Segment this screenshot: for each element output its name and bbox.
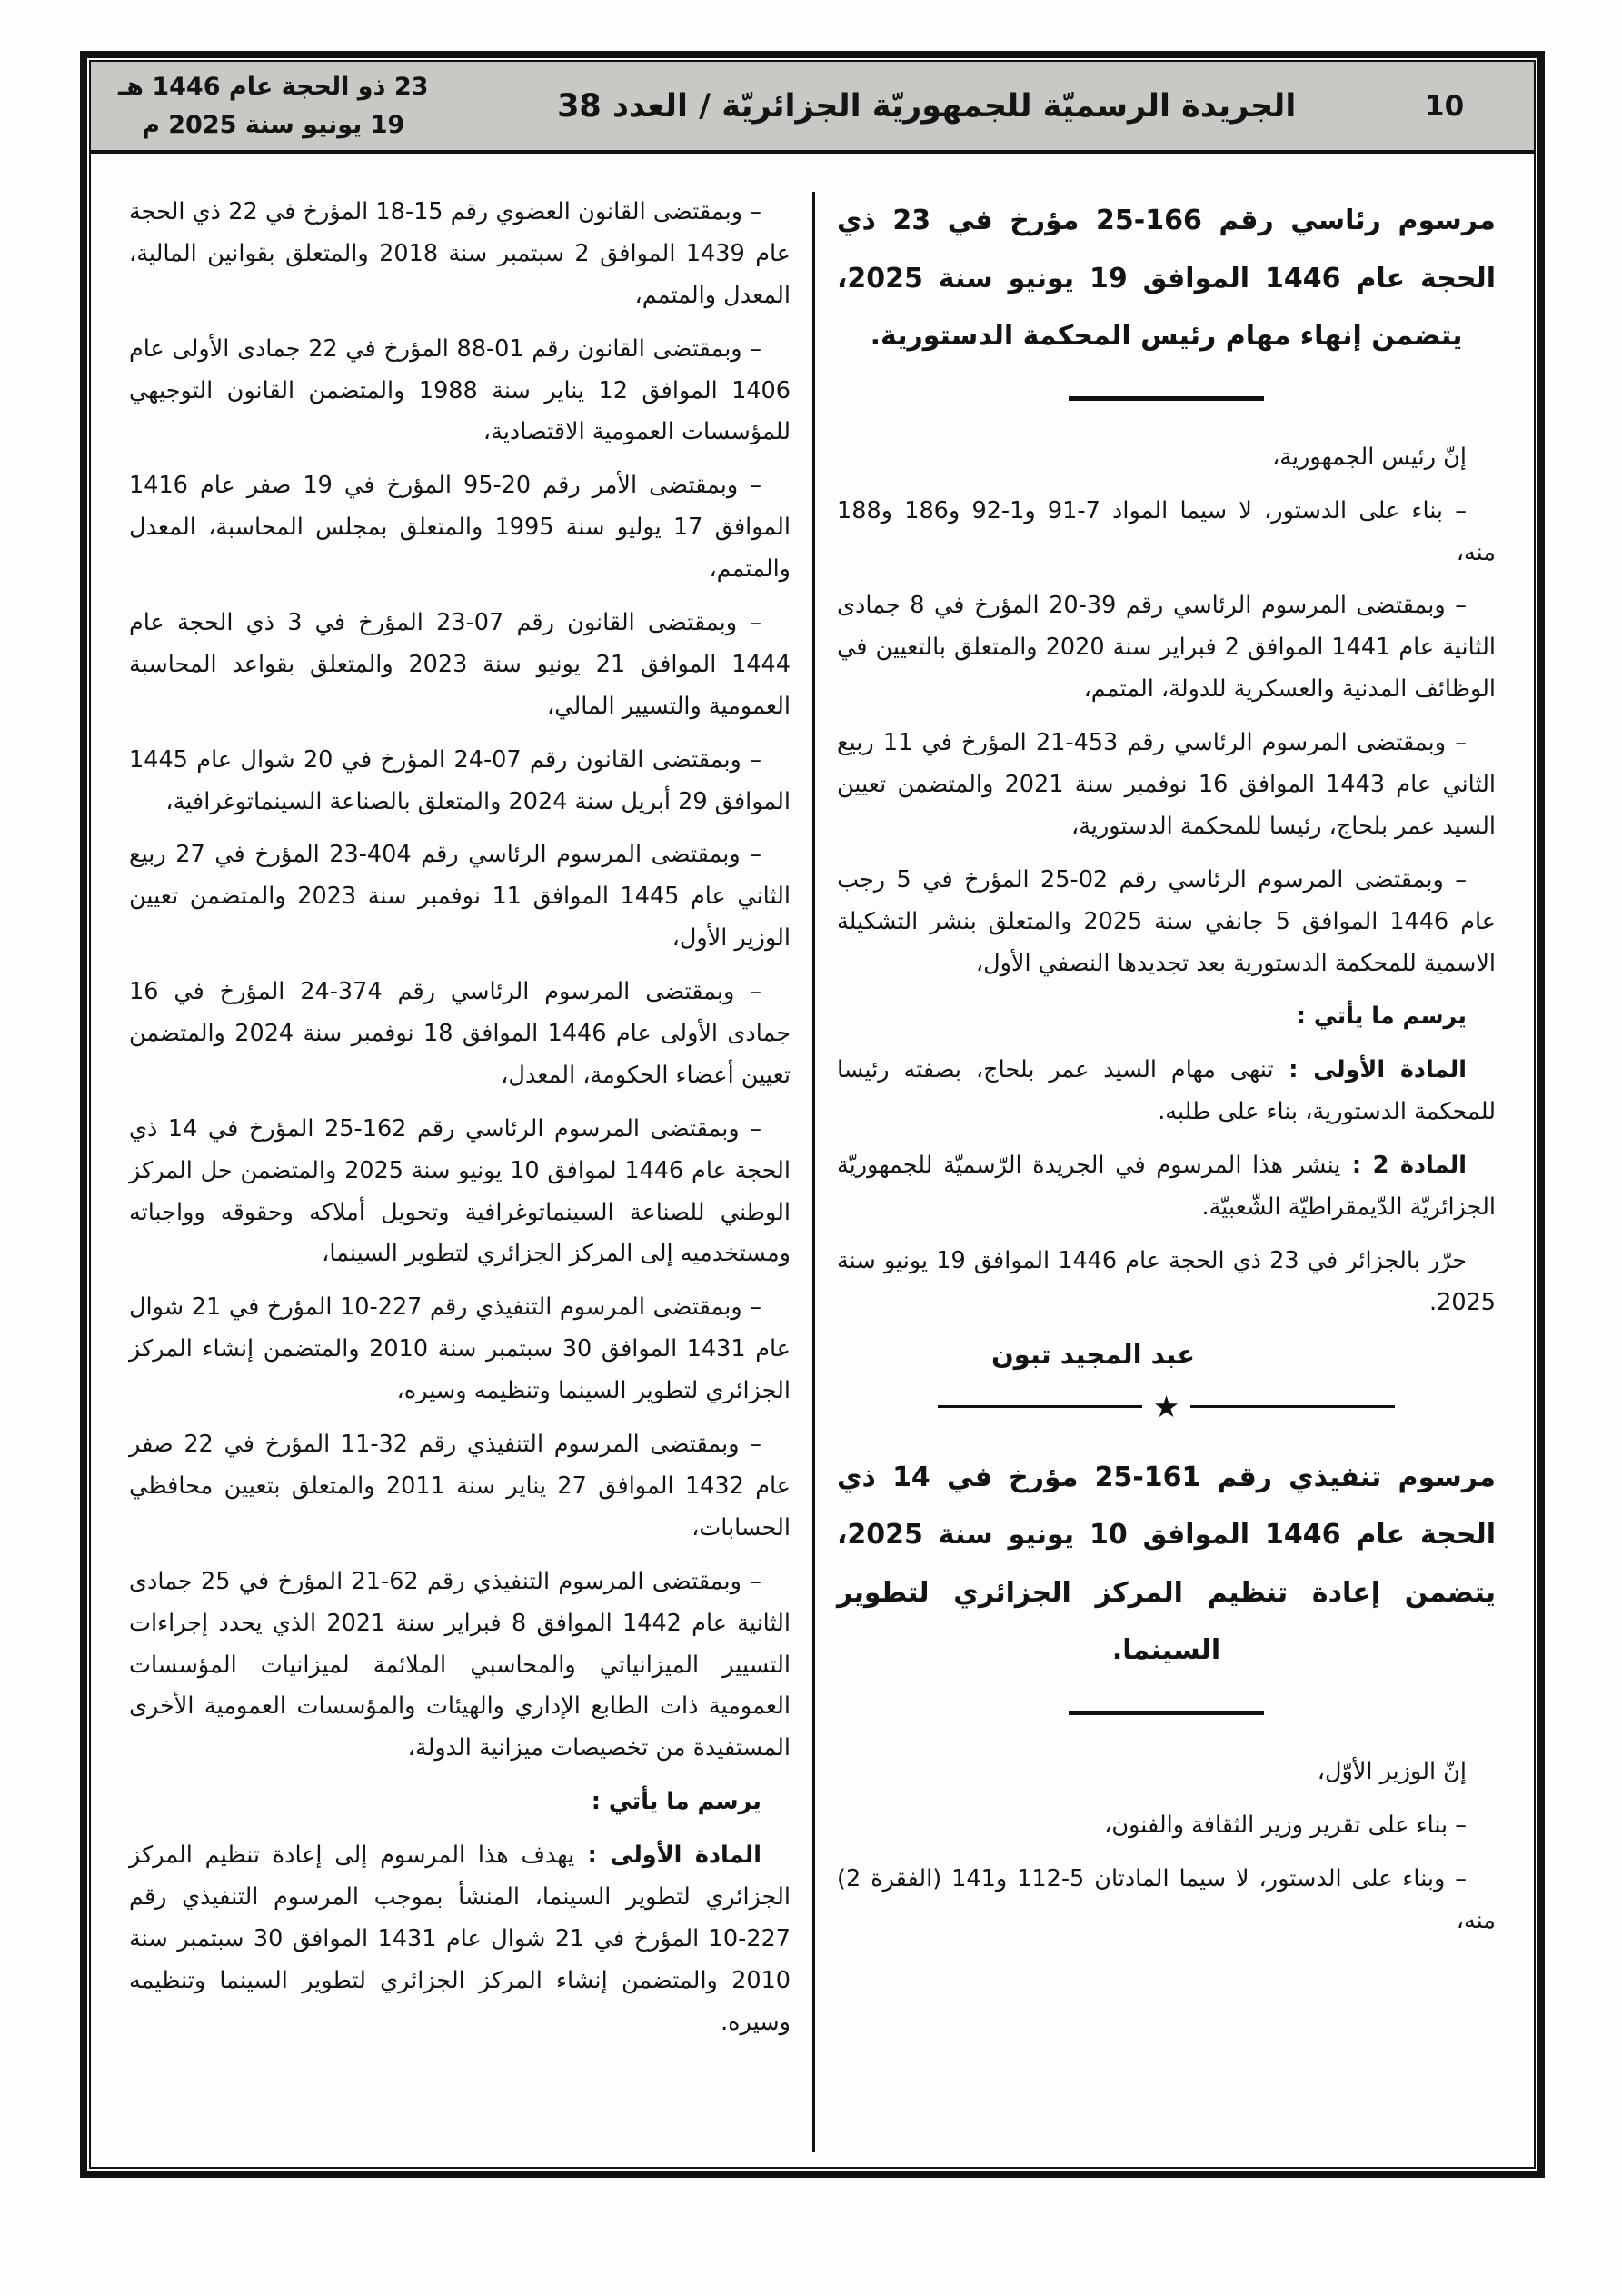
decree1-intro: إنّ رئيس الجمهورية، bbox=[1272, 443, 1467, 471]
article-number: المادة الأولى : bbox=[574, 1842, 761, 1870]
gazette-title: الجريدة الرسميّة للجمهوريّة الجزائريّة / العدد 38 bbox=[557, 87, 1297, 125]
visa-paragraph: – وبمقتضى القانون العضوي رقم 15-18 المؤرخ في 22 ذي الحجة عام 1439 الموافق 2 سبتمبر سنة 2018 والمتعلق بقوانين المالية، المعدل والمتمم، bbox=[129, 198, 791, 309]
visa-paragraph: – وبمقتضى المرسوم الرئاسي رقم 162-25 المؤرخ في 14 ذي الحجة عام 1446 لموافق 10 يونيو سنة 2025 والمتضمن حل المركز الوطني للصناعة السينماتوغرافية وتحويل أملاكه وحقوقه وواجباته ومستخدميه إلى المركز الجزائري لتطوير السينما، bbox=[129, 1114, 791, 1268]
article-number: المادة الأولى : bbox=[1273, 1056, 1467, 1084]
visa-paragraph: – بناء على تقرير وزير الثقافة والفنون، bbox=[1104, 1811, 1467, 1839]
star-icon: ★ bbox=[1152, 1388, 1180, 1424]
visa-paragraph: – وبمقتضى المرسوم التنفيذي رقم 227-10 المؤرخ في 21 شوال عام 1431 الموافق 30 سبتمبر سنة 2010 والمتضمن إنشاء المركز الجزائري لتطوير السينما وتنظيمه وسيره، bbox=[129, 1293, 791, 1405]
visa-paragraph: – وبمقتضى المرسوم الرئاسي رقم 02-25 المؤرخ في 5 رجب عام 1446 الموافق 5 جانفي سنة 2025 والمتعلق بنشر التشكيلة الاسمية للمحكمة الدستورية بعد تجديدها النصفي الأول، bbox=[837, 865, 1496, 977]
article-number: المادة 2 : bbox=[1340, 1152, 1467, 1180]
visa-paragraph: – وبمقتضى المرسوم الرئاسي رقم 39-20 المؤرخ في 8 جمادى الثانية عام 1441 الموافق 2 فبراير سنة 2020 والمتعلق بالتعيين في الوظائف المدنية والعسكرية للدولة، المتمم، bbox=[837, 592, 1496, 704]
article-text: تنهى مهام السيد عمر بلحاج، بصفته رئيسا للمحكمة الدستورية، بناء على طلبه. bbox=[837, 1056, 1496, 1126]
separator-line bbox=[938, 1405, 1142, 1408]
article-text: ينشر هذا المرسوم في الجريدة الرّسميّة للجمهوريّة الجزائريّة الدّيمقراطيّة الشّعبيّة. bbox=[837, 1152, 1496, 1222]
visa-paragraph: – وبمقتضى القانون رقم 07-24 المؤرخ في 20 شوال عام 1445 الموافق 29 أبريل سنة 2024 والمتعلق بالصناعة السينماتوغرافية، bbox=[129, 745, 791, 815]
page-number: 10 bbox=[1425, 89, 1465, 123]
article-text: يهدف هذا المرسوم إلى إعادة تنظيم المركز الجزائري لتطوير السينما، المنشأ بموجب المرسوم التنفيذي رقم 227-10 المؤرخ في 21 شوال عام 1431 الموافق 30 سبتمبر سنة 2010 والمتضمن إنشاء المركز الجزائري لتطوير السينما وتنظيمه وسيره. bbox=[129, 1842, 791, 2036]
issue-dates bbox=[118, 68, 428, 145]
visa-paragraph: – وبمقتضى الأمر رقم 20-95 المؤرخ في 19 صفر عام 1416 الموافق 17 يوليو سنة 1995 والمتعلق بمجلس المحاسبة، المعدل والمتمم، bbox=[129, 472, 791, 584]
signed-at-line: حرّر بالجزائر في 23 ذي الحجة عام 1446 الموافق 19 يونيو سنة 2025. bbox=[837, 1246, 1496, 1316]
page-frame-inner bbox=[89, 60, 1536, 2169]
visa-paragraph: – وبمقتضى المرسوم الرئاسي رقم 404-23 المؤرخ في 27 ربيع الثاني عام 1445 الموافق 11 نوفمبر سنة 2023 والمتضمن تعيين الوزير الأول، bbox=[129, 841, 791, 953]
visa-paragraph: – بناء على الدستور، لا سيما المواد 7-91 و1-92 و186 و188 منه، bbox=[837, 496, 1496, 566]
visa-paragraph: – وبمقتضى المرسوم الرئاسي رقم 374-24 المؤرخ في 16 جمادى الأولى عام 1446 الموافق 18 نوفمبر سنة 2024 والمتضمن تعيين أعضاء الحكومة، المعدل، bbox=[129, 978, 791, 1089]
enactment-clause: يرسم ما يأتي : bbox=[591, 1788, 761, 1816]
column-left bbox=[107, 192, 812, 2152]
visa-paragraph: – وبناء على الدستور، لا سيما المادتان 5-112 و141 (الفقرة 2) منه، bbox=[837, 1864, 1496, 1934]
article-paragraph bbox=[837, 1050, 1496, 1133]
visa-paragraph: – وبمقتضى المرسوم الرئاسي رقم 453-21 المؤرخ في 11 ربيع الثاني عام 1443 الموافق 16 نوفمبر سنة 2021 والمتضمن تعيين السيد عمر بلحاج، رئيسا للمحكمة الدستورية، bbox=[837, 729, 1496, 840]
section-rule bbox=[1069, 1711, 1264, 1715]
separator-line bbox=[1190, 1405, 1395, 1408]
star-separator bbox=[837, 1388, 1496, 1424]
enactment-clause: يرسم ما يأتي : bbox=[1296, 1003, 1467, 1031]
column-right bbox=[812, 192, 1518, 2152]
decree2-title: مرسوم تنفيذي رقم 161-25 مؤرخ في 14 ذي الحجة عام 1446 الموافق 10 يونيو سنة 2025، يتضمن إعادة تنظيم المركز الجزائري لتطوير السينما. bbox=[837, 1461, 1497, 1667]
issue-date-hijri: 23 ذو الحجة عام 1446 هـ bbox=[118, 72, 429, 101]
visa-paragraph: – وبمقتضى المرسوم التنفيذي رقم 62-21 المؤرخ في 25 جمادى الثانية عام 1442 الموافق 8 فبراير سنة 2021 الذي يحدد إجراءات التسيير الميزانياتي والمحاسبي الملائمة لميزانيات المؤسسات العمومية ذات الطابع الإداري والهيئات والمؤسسات العمومية الأخرى المستفيدة من تخصيصات ميزانية الدولة، bbox=[129, 1567, 791, 1762]
page-frame bbox=[80, 51, 1545, 2178]
section-rule bbox=[1069, 396, 1264, 401]
decree1-title: مرسوم رئاسي رقم 166-25 مؤرخ في 23 ذي الحجة عام 1446 الموافق 19 يونيو سنة 2025، يتضمن إنهاء مهام رئيس المحكمة الدستورية. bbox=[837, 205, 1497, 353]
visa-paragraph: – وبمقتضى المرسوم التنفيذي رقم 32-11 المؤرخ في 22 صفر عام 1432 الموافق 27 يناير سنة 2011 والمتعلق بتعيين محافظي الحسابات، bbox=[129, 1431, 791, 1542]
article-paragraph bbox=[129, 1835, 791, 2043]
article-paragraph bbox=[837, 1145, 1496, 1229]
issue-date-gregorian: 19 يونيو سنة 2025 م bbox=[142, 110, 405, 139]
visa-paragraph: – وبمقتضى القانون رقم 01-88 المؤرخ في 22 جمادى الأولى عام 1406 الموافق 12 يناير سنة 1988 والمتضمن القانون التوجيهي للمؤسسات العمومية الاقتصادية، bbox=[129, 334, 791, 446]
visa-paragraph: – وبمقتضى القانون رقم 07-23 المؤرخ في 3 ذي الحجة عام 1444 الموافق 21 يونيو سنة 2023 والمتعلق بقواعد المحاسبة العمومية والتسيير المالي، bbox=[129, 609, 791, 720]
decree2-intro: إنّ الوزير الأوّل، bbox=[1317, 1758, 1467, 1786]
signature: عبد المجيد تبون bbox=[991, 1338, 1196, 1370]
content-columns bbox=[91, 154, 1534, 2167]
masthead bbox=[91, 62, 1534, 154]
